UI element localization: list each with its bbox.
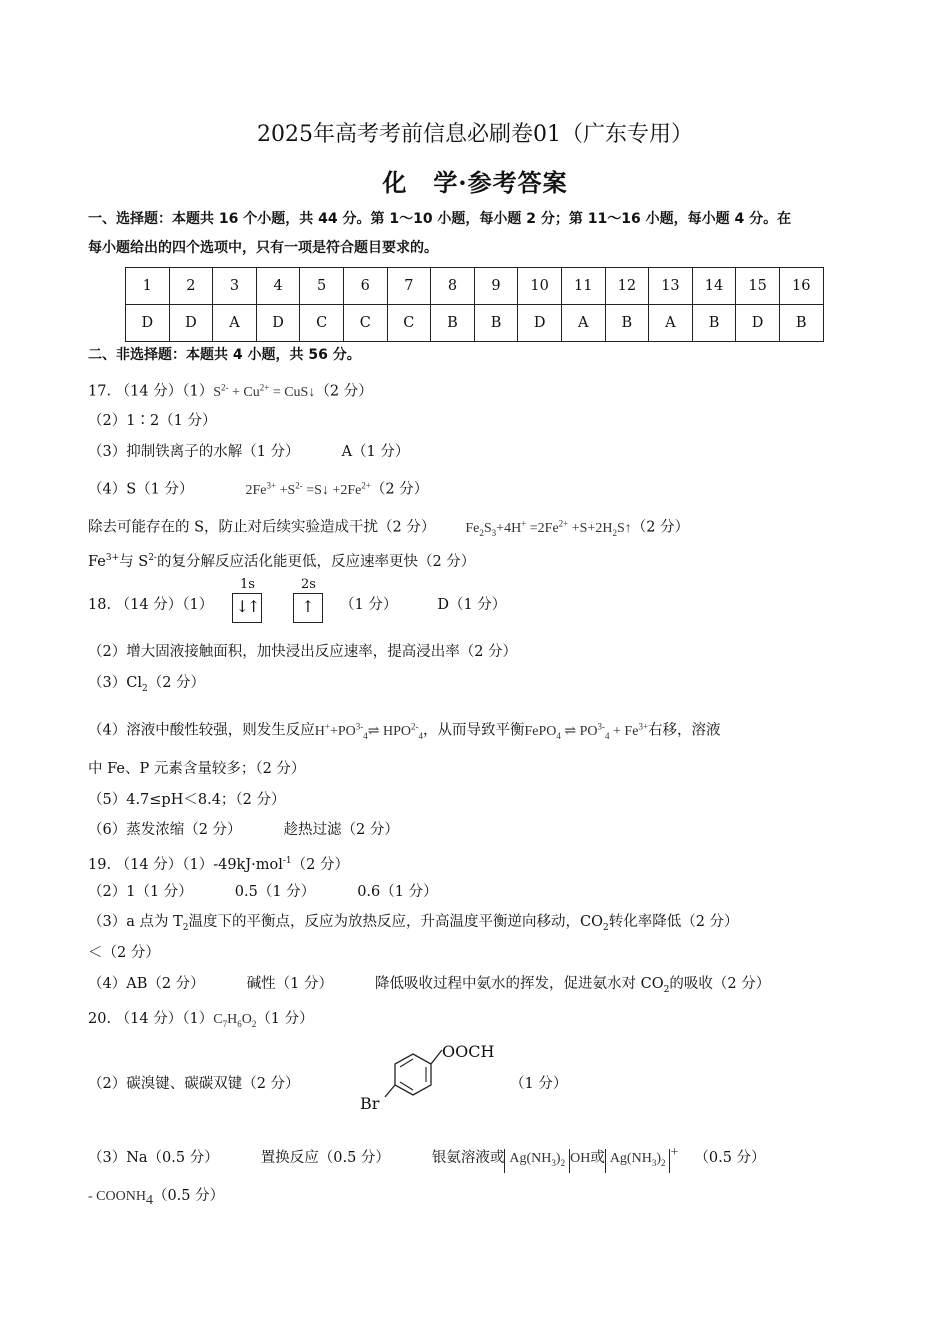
q20-line4 [88,1186,224,1211]
orbital-box-1s [232,593,262,623]
text-part: 的复分解反应活化能更低，反应速率更快（2 分） [156,553,476,570]
q19-line5 [88,974,770,1000]
eq-sup: + [324,721,330,731]
q17-line1 [88,377,373,403]
answer-cell: D [256,305,300,342]
eq-part: S [213,384,222,400]
score: （1 分） [256,1011,314,1027]
text-part: 0.5（1 分） [234,884,316,900]
question-number: 15 [736,268,780,305]
orbital-label-2s: 2s [301,577,316,592]
q17-4-answer-a: （4）S（1 分） [88,481,194,498]
answer-cell: D [518,305,562,342]
q18-line7 [88,820,399,840]
eq-part: HPO [379,723,411,739]
q20-line2: （2）碳溴键、碳碳双键（2 分） [88,1076,300,1092]
score: （2 分） [370,481,429,498]
eq-part: H [314,723,325,739]
answer-cell: C [300,305,344,342]
answer-cell: A [213,305,257,342]
q18-4-equation [314,721,423,741]
page-subtitle [0,163,950,198]
answer-cell: B [692,305,736,342]
score: （1 分） [340,597,398,613]
orbital-arrows-2s: ↑ [301,597,315,616]
eq-part: + Fe [609,723,639,739]
eq-sup: 2- [410,721,419,731]
text-part: 转化率降低（2 分） [608,914,739,930]
q18-line2: （2）增大固液接触面积，加快浸出反应速率，提高浸出率（2 分） [88,644,518,660]
answer-cell: B [431,305,475,342]
silver-ammonia-complex-1 [504,1149,570,1173]
text-part: 与 S [119,553,149,570]
eq-sup: 2+ [259,382,270,392]
text-part: 或 [590,1149,605,1166]
subtitle-right: 学·参考答案 [433,168,568,197]
eq-part: + Cu [228,384,260,400]
eq-part: O [241,1012,252,1027]
text-part: （2）1（1 分） [88,884,193,900]
text-sup: 3+ [105,553,120,563]
text-part: （4）溶液中酸性较强，则发生反应 [88,722,315,739]
q19-line1 [88,851,349,875]
eq-part: +S+2H [568,520,613,536]
q17-3-answer-a: （3）抑制铁离子的水解（1 分） [88,444,300,460]
answer-cell: B [605,305,649,342]
eq-sub: 2 [479,527,484,538]
q20-line2-score: （1 分） [510,1076,568,1092]
q17-line4 [88,475,428,501]
q17-equation [213,382,316,400]
q17-prefix: 17. （14 分）（1） [88,383,214,400]
eq-sub: 4 [363,730,368,741]
answer-cell: D [736,305,780,342]
q18-4-equation2 [524,721,649,741]
text-part: 银氨溶液或 [431,1149,505,1166]
structure-top-group: OOCH [442,1042,495,1061]
text-part: （6）蒸发浓缩（2 分） [88,822,242,838]
eq-sup: 3- [355,721,364,731]
q18-line6: （5）4.7≤pH＜8.4；（2 分） [88,792,286,808]
text-part: 20. （14 分）（1） [88,1011,214,1027]
text-part: 0.6（1 分） [357,884,438,900]
score: （0.5 分） [152,1188,225,1204]
answer-cell: D [169,305,213,342]
eq-part: 2Fe [245,482,267,498]
eq-part: OH [570,1150,591,1166]
answer-cell: D [126,305,170,342]
silver-ammonia-complex-2 [605,1149,671,1173]
question-number: 8 [431,268,475,305]
text-part: 降低吸收过程中氨水的挥发，促进氨水对 CO [375,976,664,992]
q18-line1-prefix: 18. （14 分）（1） [88,597,214,613]
q19-line4: ＜（2 分） [88,945,160,961]
eq-sub: 2 [560,1157,566,1168]
text-part: 碱性（1 分） [246,976,334,992]
question-number: 4 [256,268,300,305]
answer-cell: C [387,305,431,342]
question-number: 1 [126,268,170,305]
text-sub: 2 [182,922,189,933]
answer-cell: B [474,305,518,342]
eq-part: +S [276,482,296,498]
question-number: 13 [649,268,693,305]
q17-4-equation [245,480,371,498]
text-sub: 2 [141,683,148,694]
text-sub: 2 [602,922,609,933]
eq-part: S [483,520,492,536]
section1-heading-line1: 一、选择题：本题共 16 个小题，共 44 分。第 1～10 小题，每小题 2 分；第 11～16 小题，每小题 4 分。在 [88,211,792,227]
eq-part: Fe [465,520,480,536]
eq-part: =S↓ +2Fe [302,482,362,498]
eq-sub: 2 [612,527,617,538]
text-part: 趁热过滤（2 分） [283,822,399,838]
text-part: 温度下的平衡点，反应为放热反应，升高温度平衡逆向移动，CO [188,914,603,930]
answer-cell: C [343,305,387,342]
eq-sup: 3- [597,721,606,731]
question-number: 12 [605,268,649,305]
answer-cell: A [561,305,605,342]
q18-line5: 中 Fe、P 元素含量较多；（2 分） [88,761,306,777]
answer-table [125,267,824,342]
eq-sub: 4 [605,730,610,741]
q18-line4 [88,716,721,745]
q18-1-answer-d: D（1 分） [437,597,507,613]
q20-line1 [88,1009,314,1034]
eq-sub: 3 [651,1157,657,1168]
q17-line6 [88,548,475,572]
eq-part: ) [555,1150,561,1166]
question-number: 9 [474,268,518,305]
eq-part: C [213,1012,223,1027]
orbital-label-1s: 1s [240,577,255,592]
question-number: 16 [779,268,823,305]
eq-sub: 2 [660,1157,666,1168]
eq-part: Ag(NH [509,1150,552,1166]
eq-part: - COONH [88,1189,146,1204]
answer-table-number-row [126,268,824,305]
eq-sup: 2+ [558,518,569,528]
structure-formula [358,1040,508,1119]
q17-5-text: 除去可能存在的 S，防止对后续实验造成干扰（2 分） [88,519,436,536]
answer-cell: B [779,305,823,342]
text-sub: 2 [663,984,670,995]
q17-5-equation [465,518,632,538]
eq-sub: 4 [418,730,423,741]
text-part: 19. （14 分）（1）-49kJ·mol [88,856,283,873]
q17-line2: （2）1∶2（1 分） [88,413,217,429]
score: （2 分） [147,675,206,691]
question-number: 14 [692,268,736,305]
eq-sup: + [521,518,527,528]
eq-sup: 3+ [266,480,277,490]
text-part: （3）Na（0.5 分） [88,1149,219,1166]
score: （2 分） [291,856,350,873]
text-part: 右移，溶液 [648,722,721,739]
q17-line5 [88,513,689,542]
answer-cell: A [649,305,693,342]
score: （2 分） [631,519,690,536]
equilibrium-arrow-icon: ⇌ [560,723,580,739]
eq-sup: 2+ [361,480,371,490]
subtitle-left: 化 [382,168,408,197]
eq-part: =2Fe [526,520,559,536]
text-part: （3）Cl [88,675,142,691]
eq-sup: 2- [295,480,303,490]
q17-3-answer-b: A（1 分） [341,444,410,460]
eq-sub: 4 [556,730,561,741]
page-title: 2025年高考考前信息必刷卷01（广东专用） [257,122,693,147]
orbital-arrows-1s: ↓↑ [235,597,259,616]
q18-line1-score [340,595,506,615]
eq-part: FePO [524,723,557,739]
eq-part: ) [656,1150,661,1166]
eq-part: +4H [496,520,522,536]
eq-sup: + [670,1145,679,1160]
equilibrium-arrow-icon: ⇌ [367,723,380,739]
q19-line2 [88,882,438,902]
q20-line3 [88,1143,766,1173]
eq-part: = CuS↓ [269,384,316,400]
eq-sub: 2 [251,1018,257,1029]
question-number: 7 [387,268,431,305]
text-part: （3）a 点为 T [88,914,183,930]
q20-formula [213,1012,256,1027]
section2-heading: 二、非选择题：本题共 4 小题，共 56 分。 [88,347,361,363]
question-number: 2 [169,268,213,305]
eq-part: Ag(NH [609,1150,652,1166]
text-part: （4）AB（2 分） [88,976,205,992]
orbital-box-2s [293,593,323,623]
question-number: 10 [518,268,562,305]
eq-sub: 4 [145,1192,153,1208]
eq-part: S↑ [616,520,632,536]
text-part: 的吸收（2 分） [669,976,771,992]
question-number: 6 [343,268,387,305]
eq-sub: 3 [491,527,497,538]
eq-sup: 2- [221,382,229,392]
text-part: 置换反应（0.5 分） [260,1149,390,1166]
score: （0.5 分） [694,1149,766,1166]
q18-line3 [88,673,205,699]
eq-part: PO [579,723,598,739]
text-sup: 2- [148,553,157,563]
score: （2 分） [315,383,373,400]
eq-part: H [227,1012,238,1027]
q19-line3 [88,912,739,938]
answer-table-answer-row [126,305,824,342]
text-part: ，从而导致平衡 [422,722,525,739]
question-number: 3 [213,268,257,305]
eq-part: +PO [329,723,356,739]
q17-line3 [88,442,409,462]
question-number: 11 [561,268,605,305]
eq-sub: 3 [551,1157,556,1168]
section1-heading-line2: 每小题给出的四个选项中，只有一项是符合题目要求的。 [88,240,438,256]
question-number: 5 [300,268,344,305]
structure-left-group: Br [360,1094,380,1113]
text-part: Fe [88,553,106,570]
eq-sup: 3+ [638,721,649,731]
eq-sub: 6 [237,1018,242,1029]
eq-sub: 7 [222,1018,228,1029]
text-sup: -1 [282,856,292,866]
